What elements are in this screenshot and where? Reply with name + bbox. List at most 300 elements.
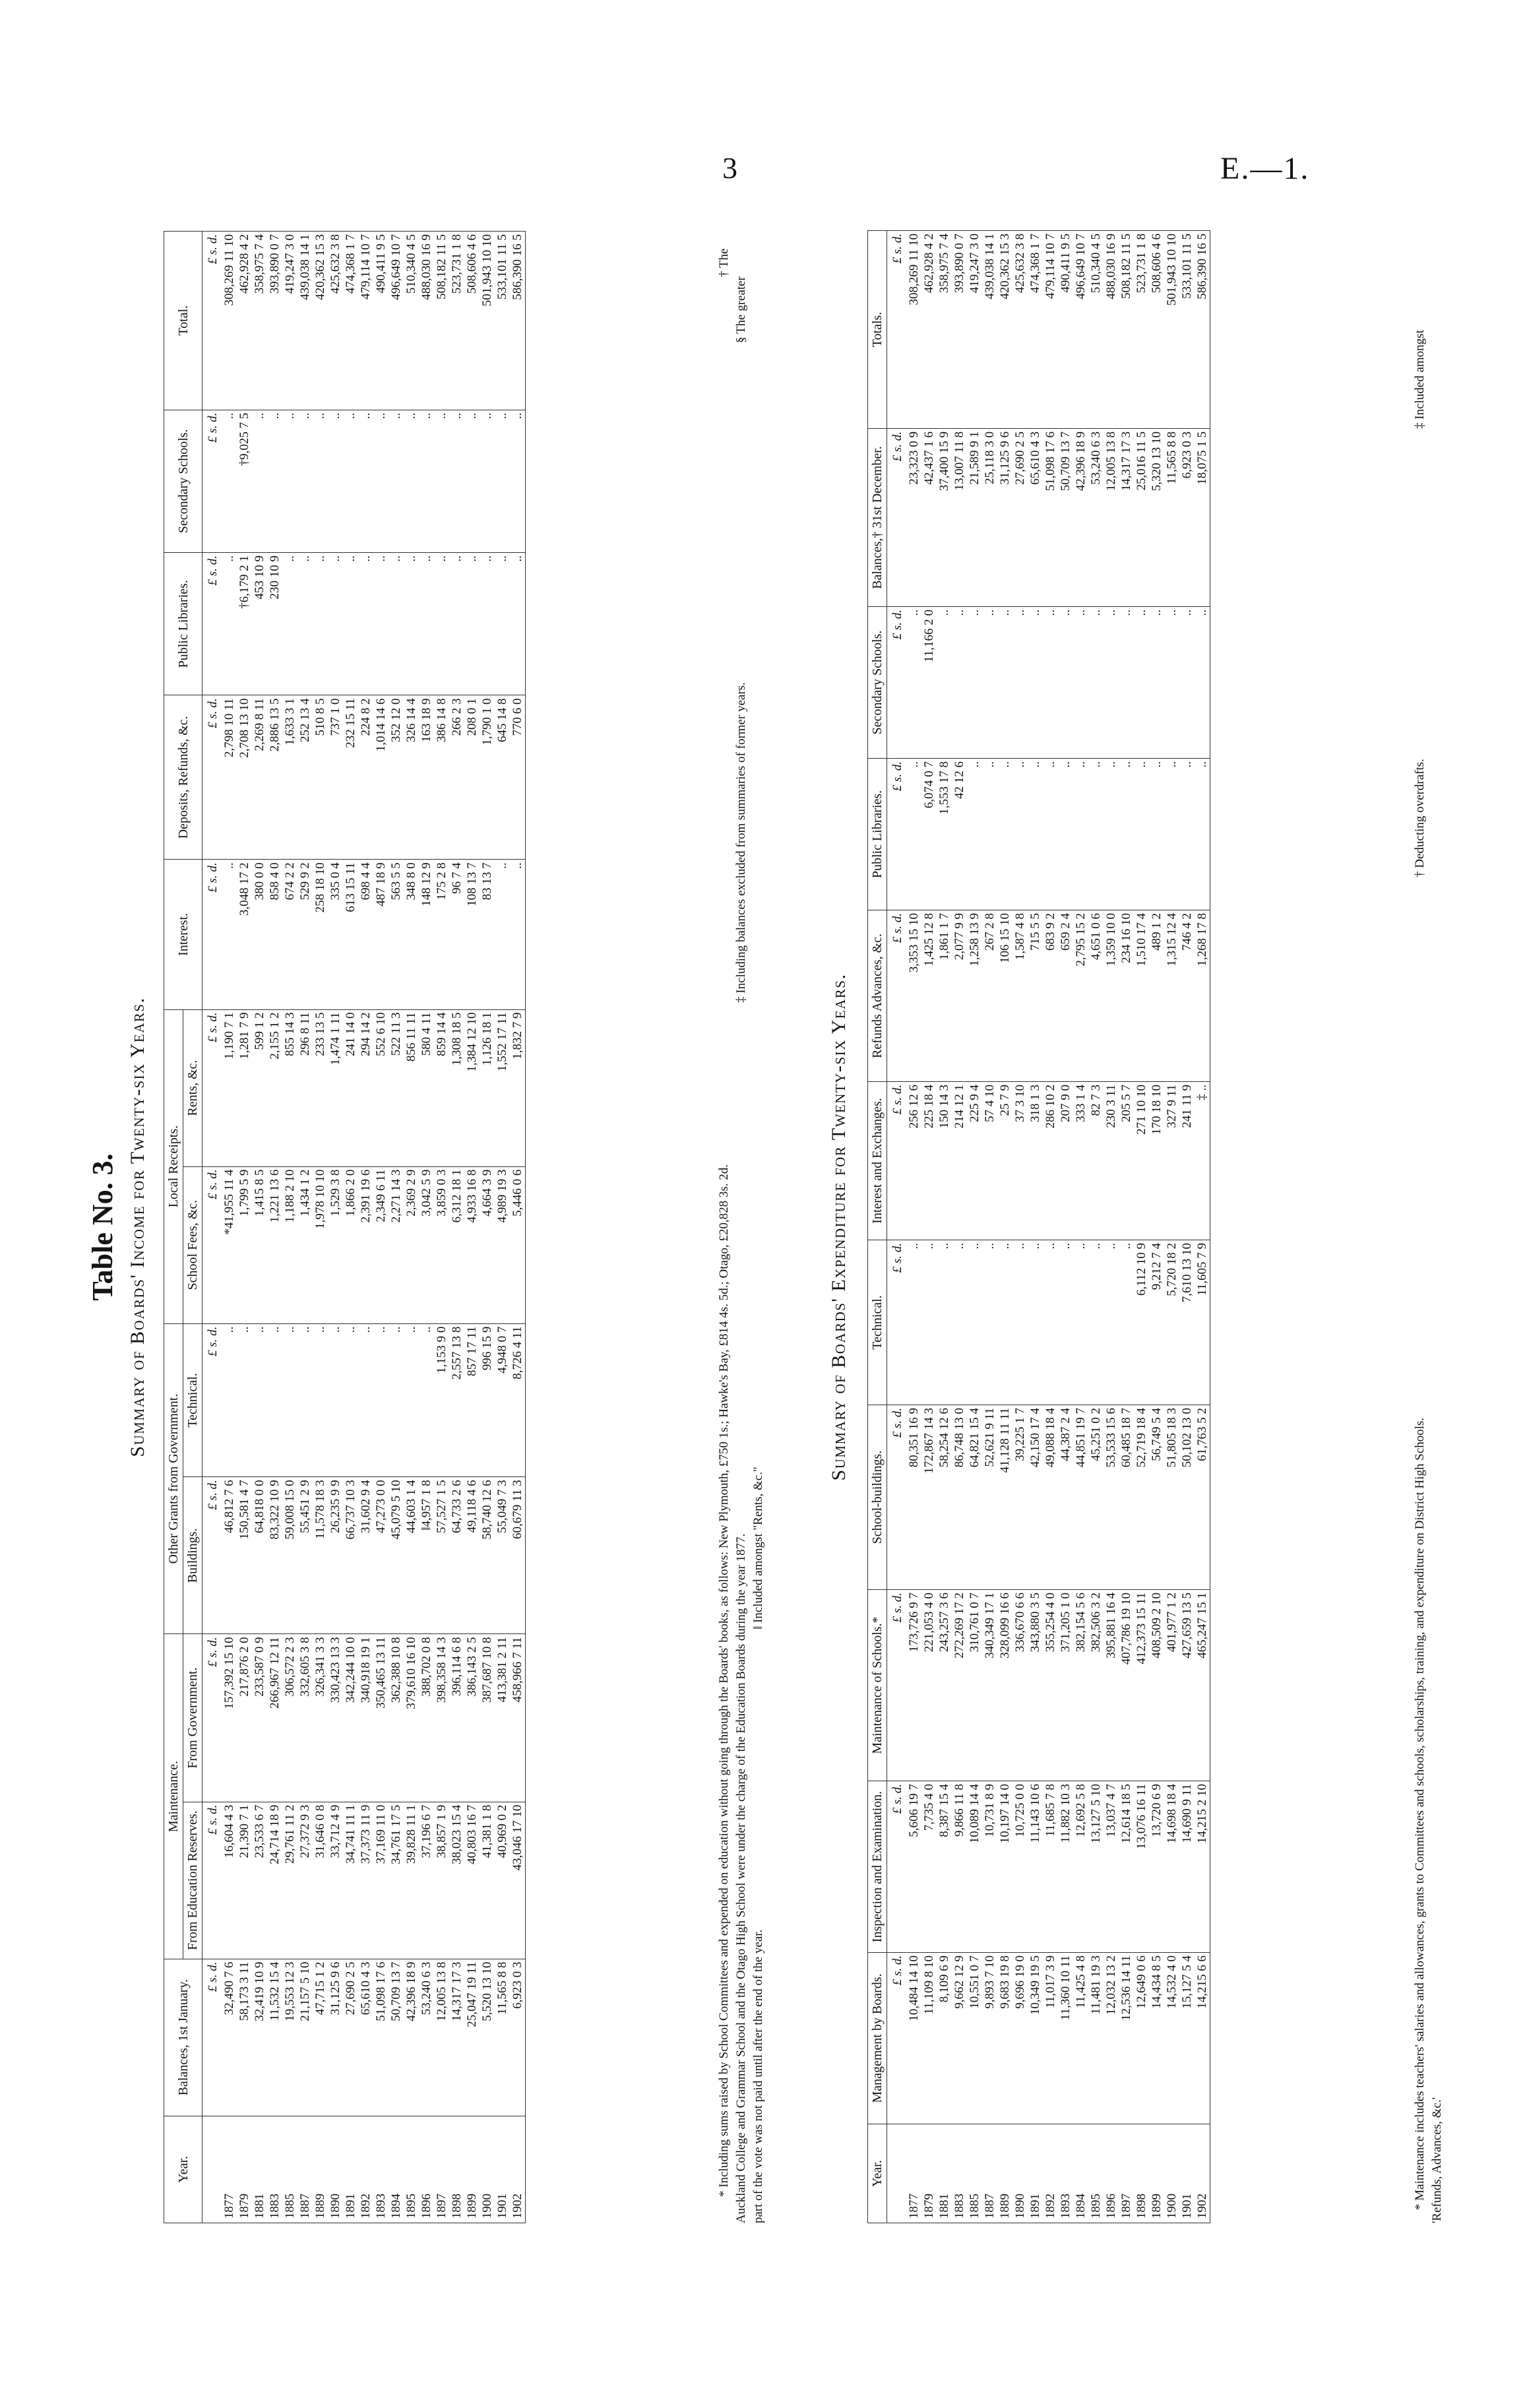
amount-cell: 40,969 0 2: [495, 1802, 510, 1959]
amount-cell: ..: [1073, 607, 1088, 759]
col2-management: Management by Boards.: [868, 1953, 887, 2124]
amount-cell: ..: [449, 553, 464, 695]
amount-cell: 420,362 15 3: [997, 231, 1013, 429]
amount-cell: 2,271 14 3: [389, 1166, 404, 1323]
amount-cell: ..: [1104, 607, 1119, 759]
amount-cell: 1,633 3 1: [282, 695, 297, 860]
amount-cell: ..: [404, 1323, 419, 1477]
amount-cell: 857 17 11: [464, 1323, 480, 1477]
amount-cell: 490,411 9 5: [373, 232, 389, 410]
amount-cell: 996 15 9: [480, 1323, 495, 1477]
col-balances: Balances, 1st January.: [164, 1959, 203, 2116]
amount-cell: 55,049 7 3: [495, 1477, 510, 1634]
table-row: [1028, 231, 1043, 2223]
table-row: [1043, 231, 1058, 2223]
year-cell: 1894: [389, 2116, 404, 2223]
amount-cell: 487 18 9: [373, 860, 389, 1009]
amount-cell: 37,373 11 9: [358, 1802, 373, 1959]
amount-cell: 529 9 2: [297, 860, 313, 1009]
amount-cell: 462,928 4 2: [921, 231, 937, 429]
amount-cell: ..: [480, 553, 495, 695]
amount-cell: 6,112 10 9: [1134, 1240, 1149, 1405]
amount-cell: 1,126 18 1: [480, 1009, 495, 1166]
amount-cell: 163 18 9: [419, 695, 434, 860]
amount-cell: 310,761 0 7: [967, 1590, 982, 1781]
amount-cell: 40,803 16 7: [464, 1802, 480, 1959]
amount-cell: ..: [404, 410, 419, 552]
amount-cell: ..: [373, 1323, 389, 1477]
amount-cell: 496,649 10 7: [1073, 231, 1088, 429]
amount-cell: ..: [1134, 607, 1149, 759]
amount-cell: 427,659 13 5: [1179, 1590, 1195, 1781]
units-cell: £ s. d.: [887, 910, 907, 1082]
amount-cell: 1,359 10 0: [1104, 910, 1119, 1082]
amount-cell: 1,188 2 10: [282, 1166, 297, 1323]
group-local-receipts: Local Receipts.: [164, 1009, 183, 1323]
amount-cell: 2,886 13 5: [267, 695, 282, 860]
amount-cell: 64,821 15 4: [967, 1405, 982, 1590]
amount-cell: 510,340 4 5: [1088, 231, 1104, 429]
amount-cell: 3,048 17 2: [237, 860, 252, 1009]
table-row: [906, 231, 921, 2223]
amount-cell: 501,943 10 10: [1164, 231, 1179, 429]
amount-cell: 58,740 12 6: [480, 1477, 495, 1634]
units-cell: £ s. d.: [203, 553, 222, 695]
amount-cell: ..: [1119, 759, 1134, 910]
amount-cell: 9,893 7 10: [982, 1953, 997, 2124]
amount-cell: 746 4 2: [1179, 910, 1195, 1082]
amount-cell: ‖4,957 1 8: [419, 1477, 434, 1634]
amount-cell: ..: [222, 860, 237, 1009]
amount-cell: ..: [967, 1240, 982, 1405]
amount-cell: ..: [343, 553, 358, 695]
amount-cell: 350,465 13 11: [373, 1634, 389, 1802]
amount-cell: 25,047 19 11: [464, 1959, 480, 2116]
amount-cell: ..: [267, 1323, 282, 1477]
amount-cell: ..: [1013, 607, 1028, 759]
units-cell: £ s. d.: [203, 1802, 222, 1959]
amount-cell: 13,007 11 8: [952, 429, 967, 607]
amount-cell: 6,923 0 3: [510, 1959, 526, 2116]
table-row: [449, 232, 464, 2223]
year-cell: 1883: [952, 2124, 967, 2223]
amount-cell: 13,076 16 11: [1134, 1781, 1149, 1953]
amount-cell: ..: [1088, 759, 1104, 910]
amount-cell: 1,799 5 9: [237, 1166, 252, 1323]
amount-cell: ..: [297, 553, 313, 695]
amount-cell: ‡ ..: [1195, 1082, 1210, 1240]
amount-cell: 243,257 3 6: [937, 1590, 952, 1781]
amount-cell: 14,690 9 11: [1179, 1781, 1195, 1953]
amount-cell: 64,733 2 6: [449, 1477, 464, 1634]
amount-cell: 326 14 4: [404, 695, 419, 860]
amount-cell: 4,989 19 3: [495, 1166, 510, 1323]
amount-cell: 80,351 16 9: [906, 1405, 921, 1590]
year-cell: 1891: [1028, 2124, 1043, 2223]
amount-cell: 358,975 7 4: [937, 231, 952, 429]
amount-cell: 1,221 13 6: [267, 1166, 282, 1323]
amount-cell: 296 8 11: [297, 1009, 313, 1166]
amount-cell: 13,127 5 10: [1088, 1781, 1104, 1953]
amount-cell: 65,610 4 3: [1028, 429, 1043, 607]
amount-cell: 2,795 15 2: [1073, 910, 1088, 1082]
col2-refunds: Refunds Advances, &c.: [868, 910, 887, 1082]
amount-cell: ..: [358, 1323, 373, 1477]
amount-cell: 380 0 0: [252, 860, 267, 1009]
table-row: [1195, 231, 1210, 2223]
amount-cell: ..: [313, 553, 328, 695]
amount-cell: 53,533 15 6: [1104, 1405, 1119, 1590]
amount-cell: 51,098 17 6: [373, 1959, 389, 2116]
amount-cell: 453 10 9: [252, 553, 267, 695]
amount-cell: ..: [952, 607, 967, 759]
amount-cell: *41,955 11 4: [222, 1166, 237, 1323]
amount-cell: 5,446 0 6: [510, 1166, 526, 1323]
amount-cell: 6,074 0 7: [921, 759, 937, 910]
amount-cell: 267 2 8: [982, 910, 997, 1082]
col-buildings: Buildings.: [183, 1477, 203, 1634]
amount-cell: 10,349 19 5: [1028, 1953, 1043, 2124]
amount-cell: 256 12 6: [906, 1082, 921, 1240]
amount-cell: 1,315 12 4: [1164, 910, 1179, 1082]
table-row: [1104, 231, 1119, 2223]
table-row: [997, 231, 1013, 2223]
amount-cell: 51,098 17 6: [1043, 429, 1058, 607]
amount-cell: 407,786 19 10: [1119, 1590, 1134, 1781]
amount-cell: 489 1 2: [1149, 910, 1164, 1082]
amount-cell: 9,662 12 9: [952, 1953, 967, 2124]
amount-cell: 9,212 7 4: [1149, 1240, 1164, 1405]
amount-cell: 508,182 11 5: [1119, 231, 1134, 429]
year-cell: 1898: [1134, 2124, 1149, 2223]
amount-cell: 21,589 9 1: [967, 429, 982, 607]
amount-cell: 4,664 3 9: [480, 1166, 495, 1323]
amount-cell: 737 1 0: [328, 695, 343, 860]
amount-cell: 1,415 8 5: [252, 1166, 267, 1323]
footnote-1: * Including sums raised by School Committees and expended on education without going through the Boards' books, as follows: New Plymouth, £750 1s.; Hawke's Bay, £814 4s. 5d.; Otago, £20,828 3s. 2d.: [717, 1164, 731, 2197]
amount-cell: 4,651 0 6: [1088, 910, 1104, 1082]
year-cell: 1892: [1043, 2124, 1058, 2223]
amount-cell: 1,190 7 1: [222, 1009, 237, 1166]
amount-cell: ..: [313, 410, 328, 552]
amount-cell: 83,322 10 9: [267, 1477, 282, 1634]
col2-inspection: Inspection and Examination.: [868, 1781, 887, 1953]
table-row: [1073, 231, 1088, 2223]
amount-cell: 11,685 7 8: [1043, 1781, 1058, 1953]
amount-cell: 225 9 4: [967, 1082, 982, 1240]
amount-cell: 10,089 14 4: [967, 1781, 982, 1953]
amount-cell: 12,032 13 2: [1104, 1953, 1119, 2124]
amount-cell: 31,602 9 4: [358, 1477, 373, 1634]
amount-cell: ..: [997, 607, 1013, 759]
amount-cell: ..: [1043, 1240, 1058, 1405]
table-row: [921, 231, 937, 2223]
amount-cell: 14,215 2 10: [1195, 1781, 1210, 1953]
amount-cell: 9,683 19 8: [997, 1953, 1013, 2124]
amount-cell: 523,731 1 8: [449, 232, 464, 410]
amount-cell: ..: [906, 1240, 921, 1405]
amount-cell: ..: [282, 1323, 297, 1477]
units-cell: £ s. d.: [887, 1781, 907, 1953]
amount-cell: 24,714 18 9: [267, 1802, 282, 1959]
amount-cell: 39,828 11 1: [404, 1802, 419, 1959]
amount-cell: 8,387 15 4: [937, 1781, 952, 1953]
amount-cell: 386 14 8: [434, 695, 449, 860]
year-cell: 1883: [267, 2116, 282, 2223]
amount-cell: 386,143 2 5: [464, 1634, 480, 1802]
amount-cell: ..: [937, 607, 952, 759]
year-cell: 1887: [982, 2124, 997, 2223]
amount-cell: 9,866 11 8: [952, 1781, 967, 1953]
units-blank-cell: [203, 2116, 222, 2223]
amount-cell: 1,258 13 9: [967, 910, 982, 1082]
amount-cell: 6,923 0 3: [1179, 429, 1195, 607]
footnote-1-cont: Auckland College and Grammar School and the Otago High School were under the charge of the Education Boards during the year 1877.: [734, 1533, 748, 2223]
amount-cell: 170 18 10: [1149, 1082, 1164, 1240]
units-cell: £ s. d.: [203, 860, 222, 1009]
amount-cell: 34,741 11 1: [343, 1802, 358, 1959]
amount-cell: ..: [1073, 759, 1088, 910]
amount-cell: ..: [1119, 1240, 1134, 1405]
year-cell: 1893: [373, 2116, 389, 2223]
table-row: [267, 232, 282, 2223]
amount-cell: 14,532 4 0: [1164, 1953, 1179, 2124]
amount-cell: ..: [464, 410, 480, 552]
table-row: [404, 232, 419, 2223]
expenditure-table: [867, 230, 1210, 2223]
amount-cell: 396,114 6 8: [449, 1634, 464, 1802]
amount-cell: 234 16 10: [1119, 910, 1134, 1082]
amount-cell: ..: [222, 1323, 237, 1477]
col2-year: Year.: [868, 2124, 887, 2223]
table-number: Table No. 3.: [86, 1153, 119, 1301]
year-cell: 1900: [1164, 2124, 1179, 2223]
amount-cell: 21,390 7 1: [237, 1802, 252, 1959]
amount-cell: 342,244 10 0: [343, 1634, 358, 1802]
amount-cell: 23,323 0 9: [906, 429, 921, 607]
amount-cell: ..: [510, 860, 526, 1009]
amount-cell: 27,372 9 3: [297, 1802, 313, 1959]
amount-cell: 479,114 10 7: [1043, 231, 1058, 429]
amount-cell: 11,578 18 3: [313, 1477, 328, 1634]
amount-cell: 224 8 2: [358, 695, 373, 860]
year-cell: 1891: [343, 2116, 358, 2223]
amount-cell: 1,866 2 0: [343, 1166, 358, 1323]
amount-cell: 698 4 4: [358, 860, 373, 1009]
amount-cell: 490,411 9 5: [1058, 231, 1073, 429]
amount-cell: 1,384 12 10: [464, 1009, 480, 1166]
amount-cell: 82 7 3: [1088, 1082, 1104, 1240]
units-cell: £ s. d.: [203, 1009, 222, 1166]
amount-cell: 458,966 7 11: [510, 1634, 526, 1802]
amount-cell: 11,425 4 8: [1073, 1953, 1088, 2124]
amount-cell: ..: [1058, 1240, 1073, 1405]
amount-cell: 355,254 4 0: [1043, 1590, 1058, 1781]
table-row: [1179, 231, 1195, 2223]
amount-cell: 56,749 5 4: [1149, 1405, 1164, 1590]
col-interest: Interest.: [164, 860, 203, 1009]
amount-cell: 31,125 9 6: [328, 1959, 343, 2116]
amount-cell: 15,127 5 4: [1179, 1953, 1195, 2124]
amount-cell: 38,023 15 4: [449, 1802, 464, 1959]
amount-cell: 3,042 5 9: [419, 1166, 434, 1323]
amount-cell: 1,153 9 0: [434, 1323, 449, 1477]
amount-cell: 11,109 8 10: [921, 1953, 937, 2124]
amount-cell: ..: [343, 410, 358, 552]
amount-cell: ..: [373, 410, 389, 552]
amount-cell: 659 2 4: [1058, 910, 1073, 1082]
amount-cell: 14,215 6 6: [1195, 1953, 1210, 2124]
amount-cell: 408,509 2 10: [1149, 1590, 1164, 1781]
amount-cell: 2,798 10 11: [222, 695, 237, 860]
amount-cell: 241 11 9: [1179, 1082, 1195, 1240]
amount-cell: 42,396 18 9: [1073, 429, 1088, 607]
amount-cell: ..: [495, 553, 510, 695]
amount-cell: 12,536 14 11: [1119, 1953, 1134, 2124]
amount-cell: 510,340 4 5: [404, 232, 419, 410]
amount-cell: 286 10 2: [1043, 1082, 1058, 1240]
amount-cell: 858 4 0: [267, 860, 282, 1009]
amount-cell: 474,368 1 7: [343, 232, 358, 410]
year-cell: 1889: [313, 2116, 328, 2223]
amount-cell: ..: [1013, 759, 1028, 910]
units-cell: £ s. d.: [887, 1240, 907, 1405]
year-cell: 1900: [480, 2116, 495, 2223]
amount-cell: 10,725 0 0: [1013, 1781, 1028, 1953]
amount-cell: 348 8 0: [404, 860, 419, 1009]
year-cell: 1901: [495, 2116, 510, 2223]
amount-cell: 496,649 10 7: [389, 232, 404, 410]
amount-cell: 10,731 8 9: [982, 1781, 997, 1953]
amount-cell: 217,876 2 0: [237, 1634, 252, 1802]
amount-cell: ..: [997, 759, 1013, 910]
amount-cell: ..: [982, 607, 997, 759]
amount-cell: 60,485 18 7: [1119, 1405, 1134, 1590]
amount-cell: 508,606 4 6: [1149, 231, 1164, 429]
amount-cell: ..: [967, 759, 982, 910]
units-cell: £ s. d.: [887, 1082, 907, 1240]
footnote2-1: * Maintenance includes teachers' salaries and allowances, grants to Committees and schools, scholarships, training, and expenditure on District High Schools.: [1413, 1417, 1427, 2210]
table-row: [1149, 231, 1164, 2223]
amount-cell: ..: [1104, 759, 1119, 910]
amount-cell: 50,709 13 7: [389, 1959, 404, 2116]
amount-cell: 31,125 9 6: [997, 429, 1013, 607]
amount-cell: ..: [495, 860, 510, 1009]
amount-cell: 388,702 0 8: [419, 1634, 434, 1802]
amount-cell: ..: [373, 553, 389, 695]
amount-cell: 12,649 0 6: [1134, 1953, 1149, 2124]
amount-cell: 157,392 15 10: [222, 1634, 237, 1802]
amount-cell: 86,748 13 0: [952, 1405, 967, 1590]
col-libraries: Public Libraries.: [164, 553, 203, 695]
year-cell: 1896: [419, 2116, 434, 2223]
amount-cell: 31,646 0 8: [313, 1802, 328, 1959]
table-row: [313, 232, 328, 2223]
col-reserves: From Education Reserves.: [183, 1802, 203, 1959]
amount-cell: 3,353 15 10: [906, 910, 921, 1082]
amount-cell: 27,690 2 5: [1013, 429, 1028, 607]
amount-cell: 859 14 4: [434, 1009, 449, 1166]
amount-cell: 60,679 11 3: [510, 1477, 526, 1634]
amount-cell: 5,720 18 2: [1164, 1240, 1179, 1405]
amount-cell: 715 5 5: [1028, 910, 1043, 1082]
amount-cell: 232 15 11: [343, 695, 358, 860]
col2-buildings: School-buildings.: [868, 1405, 887, 1590]
year-cell: 1899: [464, 2116, 480, 2223]
amount-cell: 10,551 0 7: [967, 1953, 982, 2124]
amount-cell: 1,978 10 10: [313, 1166, 328, 1323]
units-cell: £ s. d.: [203, 1323, 222, 1477]
amount-cell: 4,948 0 7: [495, 1323, 510, 1477]
amount-cell: 683 9 2: [1043, 910, 1058, 1082]
amount-cell: 419,247 3 0: [967, 231, 982, 429]
amount-cell: ..: [1119, 607, 1134, 759]
amount-cell: 25,118 3 0: [982, 429, 997, 607]
amount-cell: 465,247 15 1: [1195, 1590, 1210, 1781]
amount-cell: 1,553 17 8: [937, 759, 952, 910]
page-header: [0, 0, 1527, 186]
col-rents: Rents, &c.: [183, 1009, 203, 1166]
amount-cell: 230 3 11: [1104, 1082, 1119, 1240]
amount-cell: ..: [1088, 1240, 1104, 1405]
col2-technical: Technical.: [868, 1240, 887, 1405]
table-row: [222, 232, 237, 2223]
amount-cell: 2,708 13 10: [237, 695, 252, 860]
year-cell: 1897: [1119, 2124, 1134, 2223]
amount-cell: 32,490 7 6: [222, 1959, 237, 2116]
footnote-4: § The greater: [734, 276, 748, 343]
amount-cell: 382,506 3 2: [1088, 1590, 1104, 1781]
amount-cell: 336,670 6 6: [1013, 1590, 1028, 1781]
amount-cell: 11,565 8 8: [495, 1959, 510, 2116]
amount-cell: 11,017 3 9: [1043, 1953, 1058, 2124]
amount-cell: 44,851 19 7: [1073, 1405, 1088, 1590]
amount-cell: 425,632 3 8: [1013, 231, 1028, 429]
amount-cell: 214 12 1: [952, 1082, 967, 1240]
amount-cell: 488,030 16 9: [419, 232, 434, 410]
amount-cell: ..: [952, 1240, 967, 1405]
amount-cell: ..: [1134, 759, 1149, 910]
amount-cell: 12,005 13 8: [434, 1959, 449, 2116]
units-cell: £ s. d.: [203, 1477, 222, 1634]
amount-cell: 1,281 7 9: [237, 1009, 252, 1166]
amount-cell: ..: [282, 410, 297, 552]
table-row: [495, 232, 510, 2223]
amount-cell: 5,606 19 7: [906, 1781, 921, 1953]
amount-cell: 420,362 15 3: [313, 232, 328, 410]
group-maintenance: Maintenance.: [164, 1634, 183, 1959]
amount-cell: 29,761 11 2: [282, 1802, 297, 1959]
amount-cell: 508,182 11 5: [434, 232, 449, 410]
col2-maintenance: Maintenance of Schools.*: [868, 1590, 887, 1781]
amount-cell: 272,269 17 2: [952, 1590, 967, 1781]
amount-cell: ..: [1073, 1240, 1088, 1405]
amount-cell: 8,726 4 11: [510, 1323, 526, 1477]
amount-cell: ..: [967, 607, 982, 759]
amount-cell: 379,610 16 10: [404, 1634, 419, 1802]
amount-cell: 11,481 19 3: [1088, 1953, 1104, 2124]
expenditure-table-title: Summary of Boards' Expenditure for Twenty-six Years.: [828, 973, 850, 1481]
amount-cell: ..: [1013, 1240, 1028, 1405]
amount-cell: ..: [1058, 607, 1073, 759]
units-blank-cell: [887, 2124, 907, 2223]
amount-cell: 25 7 9: [997, 1082, 1013, 1240]
amount-cell: 42,396 18 9: [404, 1959, 419, 2116]
amount-cell: †6,179 2 1: [237, 553, 252, 695]
amount-cell: 150,581 4 7: [237, 1477, 252, 1634]
amount-cell: 108 13 7: [464, 860, 480, 1009]
amount-cell: 599 1 2: [252, 1009, 267, 1166]
